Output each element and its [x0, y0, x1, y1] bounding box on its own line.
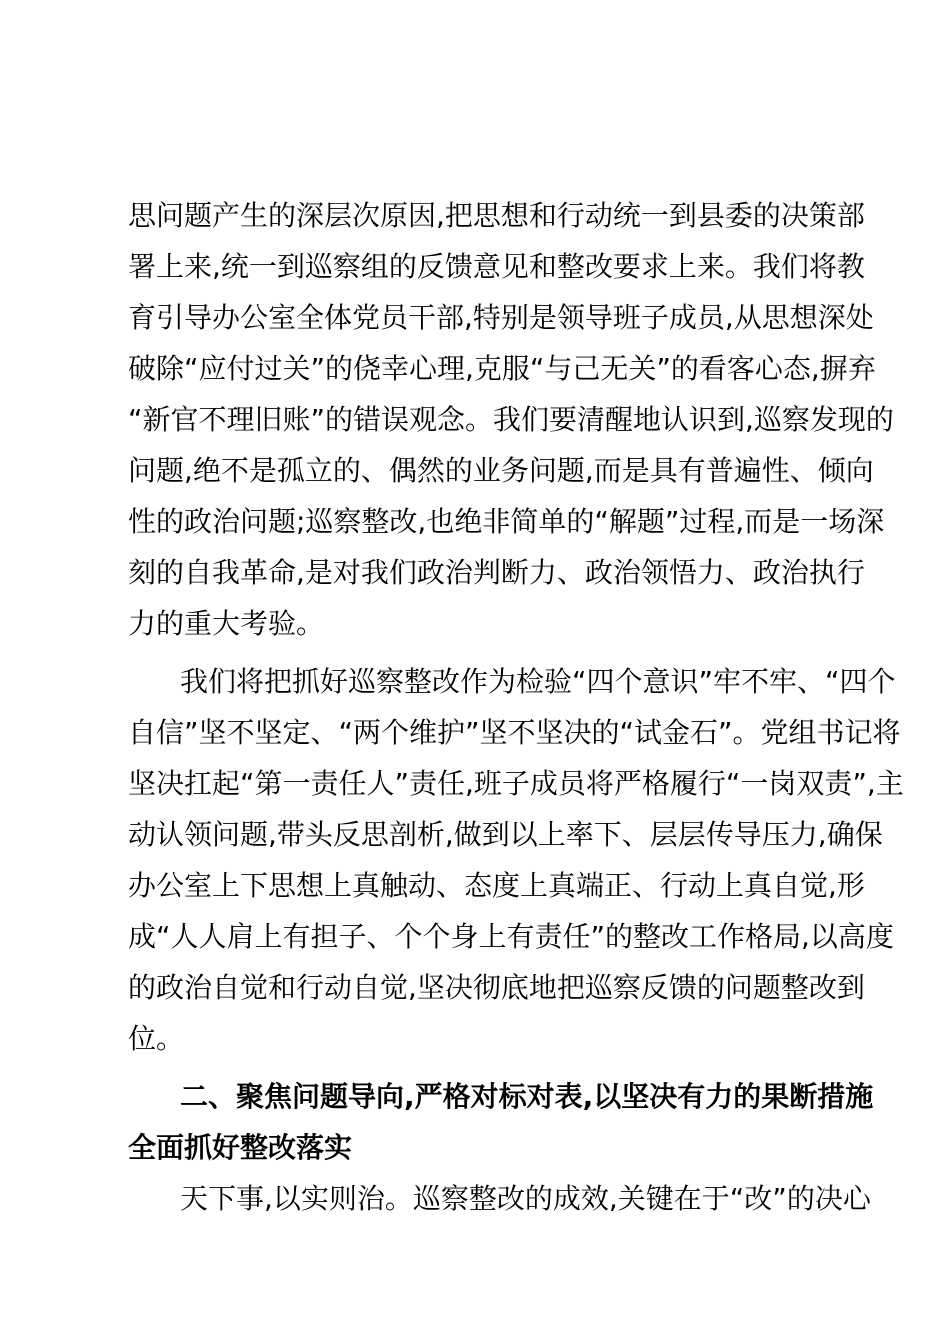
text-line: 的政治自觉和行动自觉,坚决彻底地把巡察反馈的问题整改到: [128, 971, 865, 1004]
text-line: 自信”坚不坚定、“两个维护”坚不坚决的“试金石”。党组书记将: [128, 716, 901, 749]
text-line: 署上来,统一到巡察组的反馈意见和整改要求上来。我们将教: [128, 250, 865, 283]
text-line: 刻的自我革命,是对我们政治判断力、政治领悟力、政治执行: [128, 556, 865, 589]
paragraph-2: [128, 656, 904, 1064]
text-line: 育引导办公室全体党员干部,特别是领导班子成员,从思想深处: [128, 301, 874, 334]
text-line: 问题,绝不是孤立的、偶然的业务问题,而是具有普遍性、倾向: [128, 454, 874, 487]
text-line: 天下事,以实则治。巡察整改的成效,关键在于“改”的决心: [180, 1182, 871, 1215]
document-body: [128, 190, 904, 1224]
text-line: 办公室上下思想上真触动、态度上真端正、行动上真自觉,形: [128, 869, 865, 902]
paragraph-3: [128, 1173, 871, 1224]
text-line: “新官不理旧账”的错误观念。我们要清醒地认识到,巡察发现的: [128, 403, 894, 436]
heading-line: 二、聚焦问题导向,严格对标对表,以坚决有力的果断措施: [180, 1080, 874, 1113]
section-heading: [128, 1071, 874, 1173]
text-line: 破除“应付过关”的侥幸心理,克服“与己无关”的看客心态,摒弃: [128, 352, 876, 385]
heading-line: 全面抓好整改落实: [128, 1131, 353, 1164]
text-line: 力的重大考验。: [128, 607, 325, 640]
text-line: 成“人人肩上有担子、个个身上有责任”的整改工作格局,以高度: [128, 920, 894, 953]
text-line: 性的政治问题;巡察整改,也绝非简单的“解题”过程,而是一场深: [128, 505, 885, 538]
text-line: 动认领问题,带头反思剖析,做到以上率下、层层传导压力,确保: [128, 818, 883, 851]
text-line: 思问题产生的深层次原因,把思想和行动统一到县委的决策部: [128, 199, 865, 232]
text-line: 坚决扛起“第一责任人”责任,班子成员将严格履行“一岗双责”,主: [128, 767, 904, 800]
text-line: 我们将把抓好巡察整改作为检验“四个意识”牢不牢、“四个: [180, 665, 896, 698]
text-line: 位。: [128, 1022, 185, 1055]
paragraph-1: [128, 190, 894, 649]
